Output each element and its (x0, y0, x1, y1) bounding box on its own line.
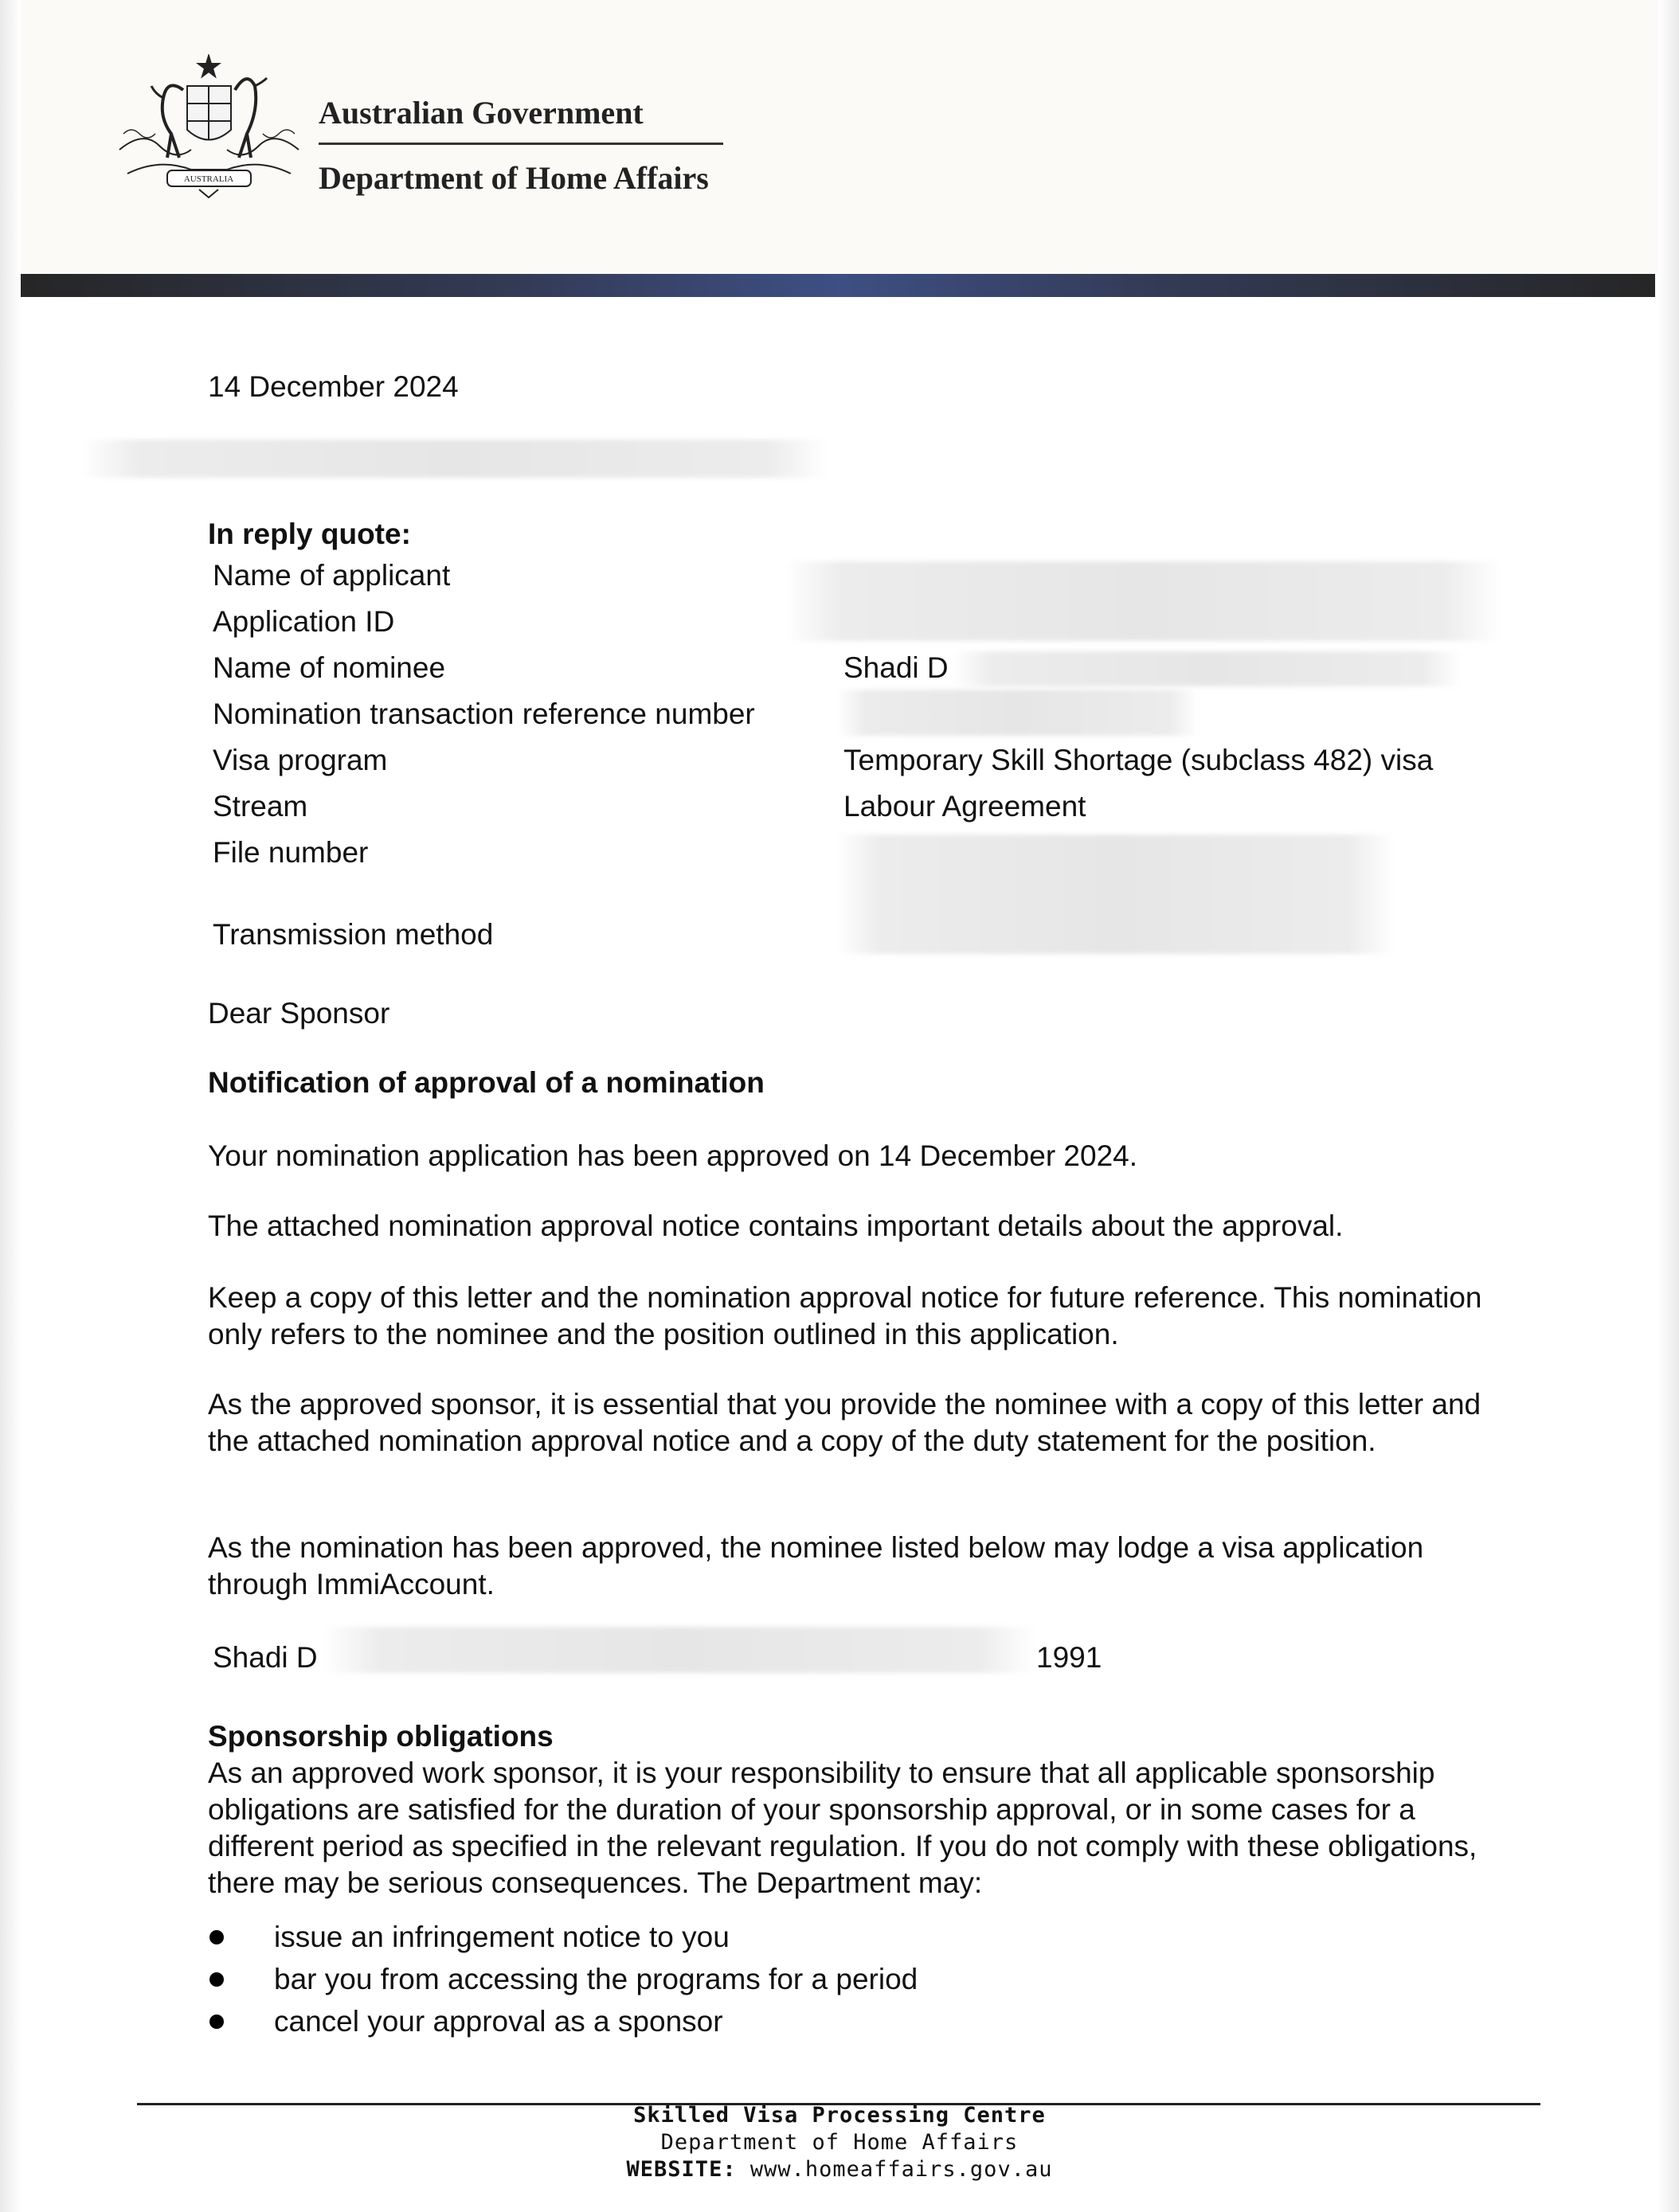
footer-centre: Skilled Visa Processing Centre (633, 2103, 1046, 2128)
field-label: Transmission method (213, 918, 494, 951)
page-edge-shadow (0, 0, 21, 2212)
paragraph-notice: The attached nomination approval notice contains important details about the approval. (208, 1210, 1344, 1242)
nominee-line-name: Shadi D (213, 1641, 318, 1674)
agency-name: Australian Government (319, 95, 644, 131)
field-label: Stream (213, 790, 308, 823)
header-color-bar (21, 274, 1655, 297)
department-name: Department of Home Affairs (319, 160, 709, 196)
letter-date: 14 December 2024 (208, 370, 459, 403)
redacted-nominee-surname (953, 651, 1462, 686)
reply-quote-heading: In reply quote: (208, 518, 411, 550)
paragraph-provide-copy: As the approved sponsor, it is essential that you provide the nominee with a copy of this letter and the attached nomination approval notice and a copy of the duty statement for the position. (208, 1388, 1481, 1457)
paragraph-keep-copy: Keep a copy of this letter and the nomination approval notice for future reference. This nomination only refers to the nominee and the position outlined in this application. (208, 1281, 1482, 1350)
paragraph-lodge-visa: As the nomination has been approved, the nominee listed below may lodge a visa application through ImmiAccount. (208, 1531, 1424, 1600)
agency-divider (319, 143, 723, 145)
field-label: Name of nominee (213, 651, 446, 684)
nominee-birth-year: 1991 (1036, 1641, 1102, 1674)
footer-department: Department of Home Affairs (660, 2130, 1019, 2155)
paragraph-approval: Your nomination application has been approved on 14 December 2024. (208, 1139, 1138, 1172)
redacted-applicant-and-id (785, 561, 1501, 641)
letter-subject: Notification of approval of a nomination (208, 1066, 765, 1099)
field-label: Nomination transaction reference number (213, 698, 755, 730)
footer-website (0, 2157, 1679, 2183)
redacted-nominee-details (323, 1627, 1035, 1673)
bullet-icon (209, 1972, 224, 1987)
field-label: File number (213, 836, 369, 869)
coat-of-arms-icon (112, 54, 307, 199)
nominee-name-value: Shadi D (843, 651, 949, 684)
obligation-bullet: bar you from accessing the programs for a period (274, 1963, 918, 1995)
obligations-heading: Sponsorship obligations (208, 1720, 554, 1753)
crest-motto: AUSTRALIA (183, 174, 234, 184)
redacted-file-and-transmission (836, 834, 1394, 954)
visa-program-value: Temporary Skill Shortage (subclass 482) visa (843, 744, 1434, 776)
website-label: WEBSITE: (626, 2157, 737, 2182)
field-label: Application ID (213, 605, 395, 638)
salutation: Dear Sponsor (208, 997, 390, 1030)
field-label: Visa program (213, 744, 388, 776)
bullet-icon (209, 2015, 224, 2029)
bullet-icon (209, 1930, 224, 1944)
website-link[interactable]: www.homeaffairs.gov.au (749, 2157, 1053, 2182)
redacted-address (80, 440, 828, 478)
obligations-text: As an approved work sponsor, it is your responsibility to ensure that all applicable sponsorship obligations are satisfied for the duration of your sponsorship approval, or in some cases for a different period as specified in the relevant regulation. If you do not comply with these obligations, there may be serious consequences. The Department may: (208, 1757, 1477, 1899)
stream-value: Labour Agreement (843, 790, 1086, 823)
field-label: Name of applicant (213, 559, 451, 592)
obligation-bullet: issue an infringement notice to you (274, 1921, 730, 1953)
obligation-bullet: cancel your approval as a sponsor (274, 2005, 723, 2038)
page-edge-shadow (1658, 0, 1679, 2212)
redacted-reference-number (836, 690, 1199, 736)
